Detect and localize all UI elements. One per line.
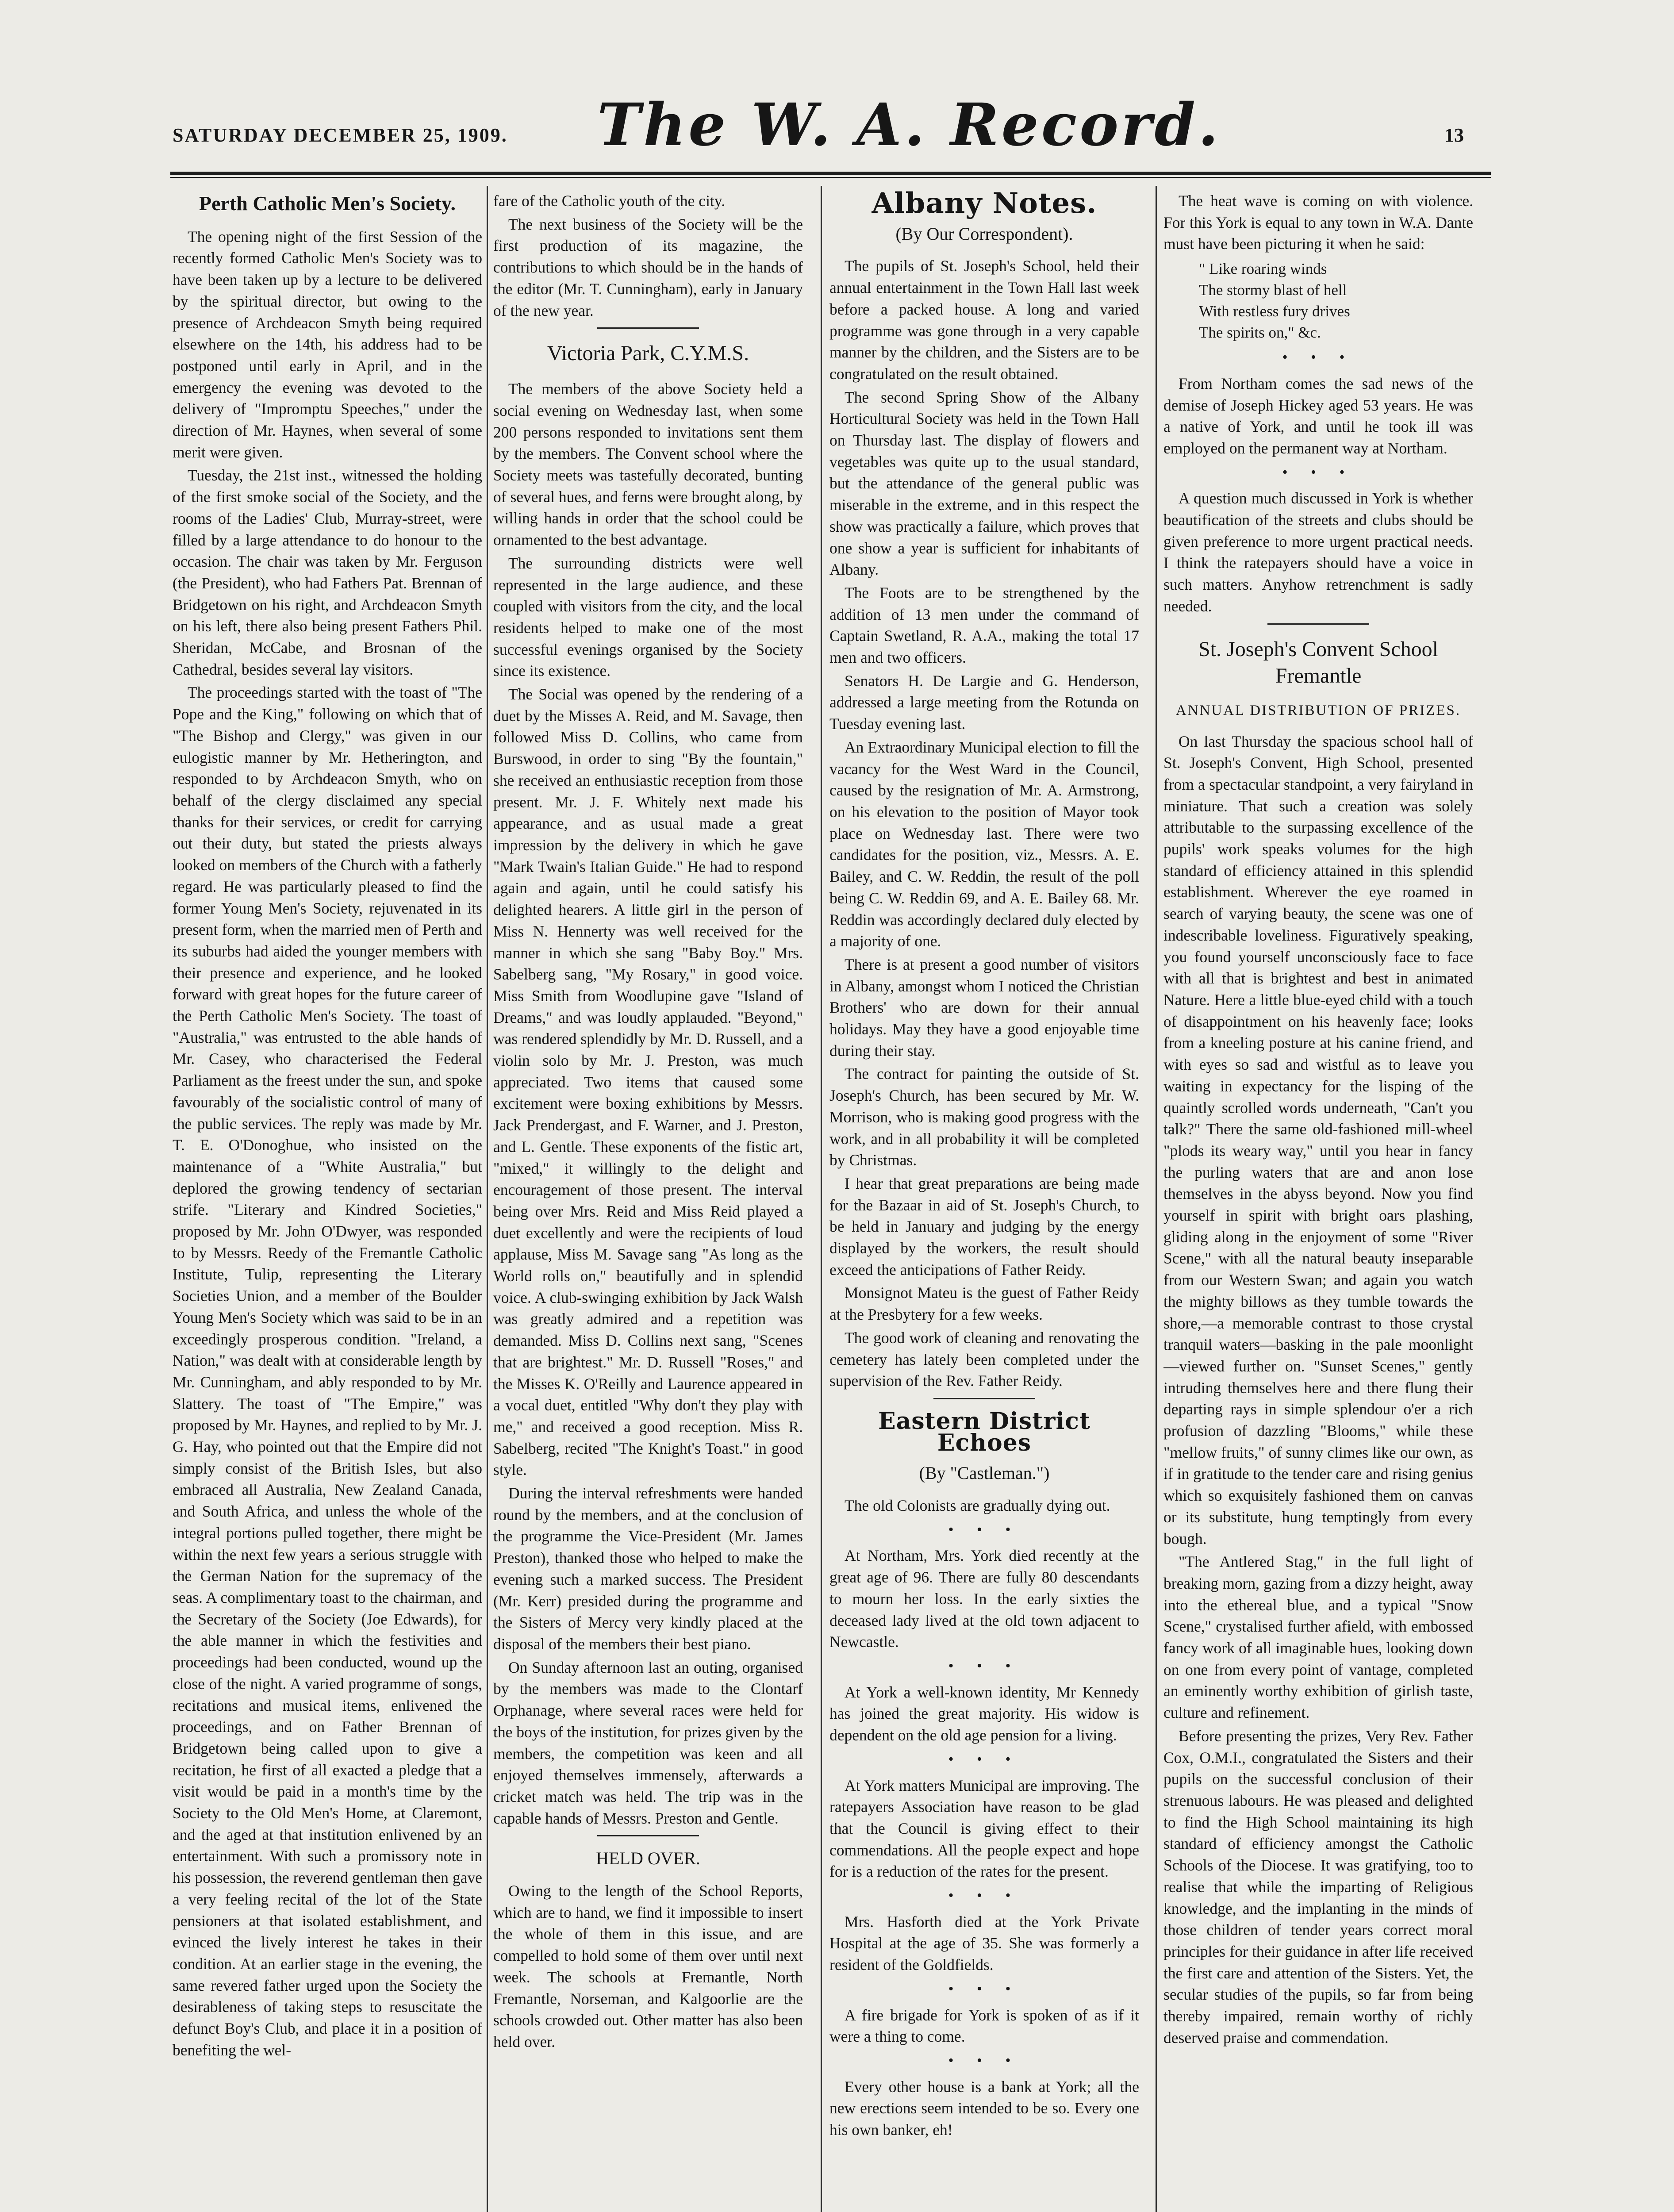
paragraph: On last Thursday the spacious school hall of St. Joseph's Convent, High School, presented from a spectacular standpoint, a very fairyland in miniature. That such a creation was solely attributable to the surpassing excellence of the pupils' work speaks volumes for the high standard of efficiency attained in this splendid establishment. Wherever the eye roamed in search of varying beauty, the scene was one of indescribable loveliness. Figuratively speaking, you found yourself unconsciously face to face with all that is brightest and best in animated Nature. Here a little blue-eyed child with a touch of disappointment on his heavenly face; looks from a kneeling posture at his canine friend, and with eyes so sad and wistful as to leave you waiting in expectancy for the lisping of the quaintly scrolled words underneath, "Can't you talk?" There the same old-fashioned mill-wheel "plods its weary way," until you hear in fancy the purling waters that are and anon lose themselves in the abyss beyond. Now you find yourself in spirit with bright oars plashing, gliding along in the enjoyment of some "River Scene," with all the natural beauty inseparable from our Western Swan; and again you watch the mighty billows as they tumble towards the shore,—a memorable contrast to those crystal tranquil waters—basking in the pale moonlight—viewed further on. "Sunset Scenes," gently intruding themselves here and there flung their departing rays in simple splendour o'er a rich profusion of dazzling "Blooms," while these "mellow fruits," of sunny climes like our own, as if in gratitude to the tender care and rising genius which so exquisitely fashioned them on canvas or its substitute, hung temptingly from every bough. <box>1163 732 1473 1548</box>
paragraph: An Extraordinary Municipal election to fill the vacancy for the West Ward in the Council, caused by the resignation of Mr. A. Armstrong, on his elevation to the position of Mayor took place on Wednesday last. There were two candidates for the position, viz., Messrs. A. E. Bailey, and C. W. Reddin, the result of the poll being C. W. Reddin 69, and A. E. Bailey 68. Mr. Reddin was accordingly declared duly elected by a majority of one. <box>829 738 1139 950</box>
column-4 <box>1163 190 1473 2212</box>
byline: (By Our Correspondent). <box>895 223 1073 244</box>
paragraph: Before presenting the prizes, Very Rev. Father Cox, O.M.I., congratulated the Sisters and their pupils on the successful conclusion of their strenuous labours. He was pleased and delighted to find the High School maintaining its high standard of efficiency amongst the Catholic Schools of the Diocese. It was gratifying, too to realise that while the imparting of Religious knowledge, and the implanting in the minds of those children of tender years correct moral principles for their guidance in after life received the first care and attention of the Sisters. Yet, the secular studies of the pupils, so far from being thereby impaired, remain worthy of richly deserved praise and commendation. <box>1163 1727 1473 2047</box>
paragraph: At York a well-known identity, Mr Kennedy has joined the great majority. His widow is dependent on the old age pension for a living. <box>829 1683 1139 1744</box>
poem-line: The spirits on," &c. <box>1199 324 1321 342</box>
separator-dots: • • • <box>948 1887 1021 1904</box>
paragraph: On Sunday afternoon last an outing, organised by the members was made to the Clontarf Orphanage, where several races were held for the boys of the institution, for prizes given by the members, the competition was keen and all enjoyed themselves immensely, afterwards a cricket match was held. The trip was in the capable hands of Messrs. Preston and Gentle. <box>493 1658 803 1827</box>
separator-dots: • • • <box>948 2052 1021 2069</box>
paragraph: The surrounding districts were well represented in the large audience, and these coupled with visitors from the city, and the local residents helped to make one of the most successful evenings organised by the Society since its existence. <box>493 554 803 680</box>
paragraph: A question much discussed in York is whether beautification of the streets and clubs should be given preference to more urgent practical needs. I think the ratepayers should have a voice in such matters. Anyhow retrenchment is sadly needed. <box>1163 489 1473 615</box>
paragraph: The opening night of the first Session of the recently formed Catholic Men's Society was to have been taken up by a lecture to be delivered by the spiritual director, but owing to the presence of Archdeacon Smyth being required elsewhere on the 14th, his address had to be postponed until early in April, and in the emergency the evening was devoted to the delivery of "Impromptu Speeches," under the direction of Mr. Haynes, when several of some merit were given. <box>173 227 482 461</box>
paragraph: The proceedings started with the toast of "The Pope and the King," following on which that of "The Bishop and Clergy," was given in our eulogistic manner by Mr. Hetherington, and responded to by Archdeacon Smyth, who on behalf of the clergy disclaimed any special thanks for their services, or credit for carrying out their duty, but stated the priests always looked on members of the Church with a fatherly regard. He was particularly pleased to find the former Young Men's Society, rejuvenated in its present form, when the married men of Perth and its suburbs had aided the younger members with their presence and experience, and he looked forward with great hopes for the future career of the Perth Catholic Men's Society. The toast of "Australia," was entrusted to the able hands of Mr. Casey, who characterised the Federal Parliament as the freest under the sun, and spoke favourably of the socialistic control of many of the public services. The reply was made by Mr. T. E. O'Donoghue, who insisted on the maintenance of a "White Australia," but deplored the growing tendency of sectarian strife. "Literary and Kindred Societies," proposed by Mr. John O'Dwyer, was responded to by Messrs. Reedy of the Fremantle Catholic Institute, Tulip, representing the Literary Societies Union, and a member of the Boulder Young Men's Society which was said to be in an exceedingly prosperous condition. "Ireland, a Nation," was dealt with at considerable length by Mr. Cunningham, and ably responded to by Mr. Slattery. The toast of "The Empire," was proposed by Mr. Haynes, and replied to by Mr. J. G. Hay, who pointed out that the Empire did not simply consist of the British Isles, but also embraced all Australia, New Zealand Canada, and South Africa, and unless the whole of the integral portions pulled together, there might be within the next few years a serious struggle with the German Nation for the supremacy of the seas. A complimentary toast to the chairman, and the Secretary of the Society (Joe Edwards), for the able manner in which the festivities and proceedings had been conducted, wound up the close of the night. A varied programme of songs, recitations and musical items, enlivened the proceedings, and on Father Brennan of Bridgetown being called upon to give a recitation, he first of all exacted a pledge that a visit would be paid in a month's time by the Society to the Old Men's Home, at Claremont, and the aged at that institution enlivened by an entertainment. With such a promissory note in his possession, the reverend gentleman then gave a very feeling recital of the lot of the State pensioners at that isolated establishment, and evinced the lively interest he takes in their condition. At an earlier stage in the evening, the same revered father urged upon the Society the desirableness of taking steps to resuscitate the defunct Boy's Club, and place it in a position of benefiting the wel- <box>173 684 482 2059</box>
separator-dots: • • • <box>948 1658 1021 1674</box>
paragraph: Tuesday, the 21st inst., witnessed the holding of the first smoke social of the Society, and the rooms of the Ladies' Club, Murray-street, were filled by a large attendance to do honour to the occasion. The chair was taken by Mr. Ferguson (the President), who had Fathers Pat. Brennan of Bridgetown on his right, and Archdeacon Smyth on his left, there also being present Fathers Phil. Sheridan, McCabe, and Brosnan of the Cathedral, besides several lay visitors. <box>173 466 482 678</box>
paragraph: The old Colonists are gradually dying out. <box>845 1497 1110 1515</box>
article-heading: Victoria Park, C.Y.M.S. <box>547 342 749 365</box>
paragraph: The second Spring Show of the Albany Horticultural Society was held in the Town Hall on Thursday last. The display of flowers and vegetables was quite up to the usual standard, but the attendance of the general public was miserable in the extreme, and in this respect the show was practically a failure, which proves that one show a year is sufficient for inhabitants of Albany. <box>829 388 1139 579</box>
paragraph: The good work of cleaning and renovating the cemetery has lately been completed under the supervision of the Rev. Father Reidy. <box>829 1329 1139 1390</box>
poem-line: With restless fury drives <box>1199 303 1350 320</box>
paragraph: fare of the Catholic youth of the city. <box>493 192 726 210</box>
poem-quote <box>1199 258 1473 343</box>
issue-date: SATURDAY DECEMBER 25, 1909. <box>173 124 508 146</box>
paragraph: "The Antlered Stag," in the full light of breaking morn, gazing from a dizzy height, away into the ethereal blue, and a typical "Snow Scene," crystalised further afield, with embossed fancy work of all imaginable hues, looking down on one from every point of vantage, completed an eminently worthy exhibition of girlish taste, culture and refinement. <box>1163 1553 1473 1722</box>
masthead-rule-thin <box>170 177 1491 178</box>
article-heading: HELD OVER. <box>596 1848 700 1869</box>
separator-dots: • • • <box>1282 464 1355 480</box>
section-rule <box>1267 623 1369 625</box>
paragraph: The Social was opened by the rendering of a duet by the Misses A. Reid, and M. Savage, then followed Miss D. Collins, who came from Burswood, in order to sing "By the fountain," she received an enthusiastic reception from those present. Mr. J. F. Whitely next made his appearance, and as usual made a great impression by the delivery in which he gave "Mark Twain's Italian Guide." He had to respond again and again, until he could satisfy his delighted hearers. A little girl in the person of Miss N. Hennerty was well received for the manner in which she sang "Baby Boy." Mrs. Sabelberg sang, "My Rosary," in good voice. Miss Smith from Woodlupine gave "Island of Dreams," and was loudly applauded. "Beyond," was rendered splendidly by Mr. D. Russell, and a violin solo by Mr. J. Preston, was much appreciated. Two items that caused some excitement were boxing exhibitions by Messrs. Jack Prendergast, and F. Warner, and J. Preston, and L. Gentle. These exponents of the fistic art, "mixed," it willingly to the delight and encouragement of those present. The interval being over Mrs. Reid and Miss Reid played a duet excellently and were the recipients of loud applause, Miss M. Savage sang "As long as the World rolls on," beautifully and in splendid voice. A club-swinging exhibition by Jack Walsh was greatly admired and a repetition was demanded. Miss D. Collins next sang, "Scenes that are brightest." Mr. D. Russell "Roses," and the Misses K. O'Reilly and Laurence appeared in a vocal duet, entitled "Why don't they play with me," and received a good reception. Miss R. Sabelberg, recited "The Knight's Toast." in good style. <box>493 685 803 1479</box>
section-rule <box>933 1398 1035 1399</box>
poem-line: " Like roaring winds <box>1199 260 1327 278</box>
paragraph: Monsignot Mateu is the guest of Father Reidy at the Presbytery for a few weeks. <box>829 1284 1139 1324</box>
masthead-rule <box>170 172 1491 175</box>
paragraph: At Northam, Mrs. York died recently at the great age of 96. There are fully 80 descendants to mourn her loss. In the early sixties the deceased lady lived at the old town adjacent to Newcastle. <box>829 1547 1139 1651</box>
separator-dots: • • • <box>948 1980 1021 1997</box>
column-2 <box>493 190 803 2212</box>
page-number: 13 <box>1444 124 1464 146</box>
paragraph: The next business of the Society will be the first production of its magazine, the contributions to which should be in the hands of the editor (Mr. T. Cunningham), early in January of the new year. <box>493 215 803 319</box>
paragraph: The members of the above Society held a social evening on Wednesday last, when some 200 persons responded to invitations sent them by the members. The Convent school where the Society meets was tastefully decorated, bunting of several hues, and ferns were brought along, by willing hands in order that the school could be ornamented to the best advantage. <box>493 380 803 549</box>
column-divider <box>1156 186 1157 2212</box>
column-divider <box>821 186 822 2212</box>
paragraph: Mrs. Hasforth died at the York Private Hospital at the age of 35. She was formerly a resident of the Goldfields. <box>829 1912 1139 1974</box>
masthead <box>146 91 1473 166</box>
column-divider <box>487 186 488 2212</box>
article-heading: St. Joseph's Convent School Fremantle <box>1198 637 1438 687</box>
paragraph: Owing to the length of the School Reports, which are to hand, we find it impossible to insert the whole of them in this issue, and are compelled to hold some of them over until next week. The schools at Fremantle, North Fremantle, Norseman, and Kalgoorlie are the schools crowded out. Other matter has also been held over. <box>493 1882 803 2051</box>
section-rule <box>597 327 699 329</box>
column-1 <box>173 190 482 2212</box>
paragraph: The heat wave is coming on with violence. For this York is equal to any town in W.A. Dante must have been picturing it when he said: <box>1163 192 1473 253</box>
paragraph: Every other house is a bank at York; all the new erections seem intended to be so. Every one his own banker, eh! <box>829 2078 1139 2139</box>
section-rule <box>597 1835 699 1836</box>
paragraph: The pupils of St. Joseph's School, held their annual entertainment in the Town Hall last week before a packed house. A long and varied programme was gone through in a very capable manner by the children, and the Sisters are to be congratulated on the result obtained. <box>829 257 1139 383</box>
poem-line: The stormy blast of hell <box>1199 281 1347 299</box>
paragraph: During the interval refreshments were handed round by the members, and at the conclusion of the programme the Vice-President (Mr. James Preston), thanked those who helped to make the evening such a marked success. The President (Mr. Kerr) presided during the programme and the Sisters of Mercy very kindly placed at the disposal of the members their best piano. <box>493 1484 803 1653</box>
separator-dots: • • • <box>1282 349 1355 366</box>
article-heading: Albany Notes. <box>872 190 1097 220</box>
paragraph: There is at present a good number of visitors in Albany, amongst whom I noticed the Christian Brothers' who are down for their annual holidays. May they have a good enjoyable time during their stay. <box>829 955 1139 1060</box>
paragraph: The contract for painting the outside of St. Joseph's Church, has been secured by Mr. W. Morrison, who is making good progress with the work, and in all probability it will be completed by Christmas. <box>829 1065 1139 1169</box>
newspaper-title: The W. A. Record. <box>597 91 1221 159</box>
paragraph: From Northam comes the sad news of the demise of Joseph Hickey aged 53 years. He was a native of York, and until he took ill was employed on the permanent way at Northam. <box>1163 374 1473 457</box>
article-heading: Eastern District Echoes <box>878 1407 1090 1456</box>
paragraph: At York matters Municipal are improving. The ratepayers Association have reason to be glad that the Council is giving effect to their commendations. All the people expect and hope for is a reduction of the rates for the present. <box>829 1776 1139 1881</box>
paragraph: A fire brigade for York is spoken of as if it were a thing to come. <box>829 2006 1139 2046</box>
paragraph: I hear that great preparations are being made for the Bazaar in aid of St. Joseph's Church, to be held in January and judging by the energy displayed by the workers, the result should exceed the anticipations of Father Reidy. <box>829 1174 1139 1279</box>
separator-dots: • • • <box>948 1521 1021 1538</box>
paragraph: The Foots are to be strengthened by the addition of 13 men under the command of Captain Swetland, R. A.A., making the total 17 men and two officers. <box>829 584 1139 667</box>
article-heading: Perth Catholic Men's Society. <box>199 192 456 215</box>
article-subheading: ANNUAL DISTRIBUTION OF PRIZES. <box>1175 702 1461 718</box>
column-3 <box>829 190 1139 2212</box>
separator-dots: • • • <box>948 1751 1021 1767</box>
byline: (By "Castleman.") <box>919 1463 1050 1483</box>
paragraph: Senators H. De Largie and G. Henderson, addressed a large meeting from the Rotunda on Tuesday evening last. <box>829 672 1139 733</box>
